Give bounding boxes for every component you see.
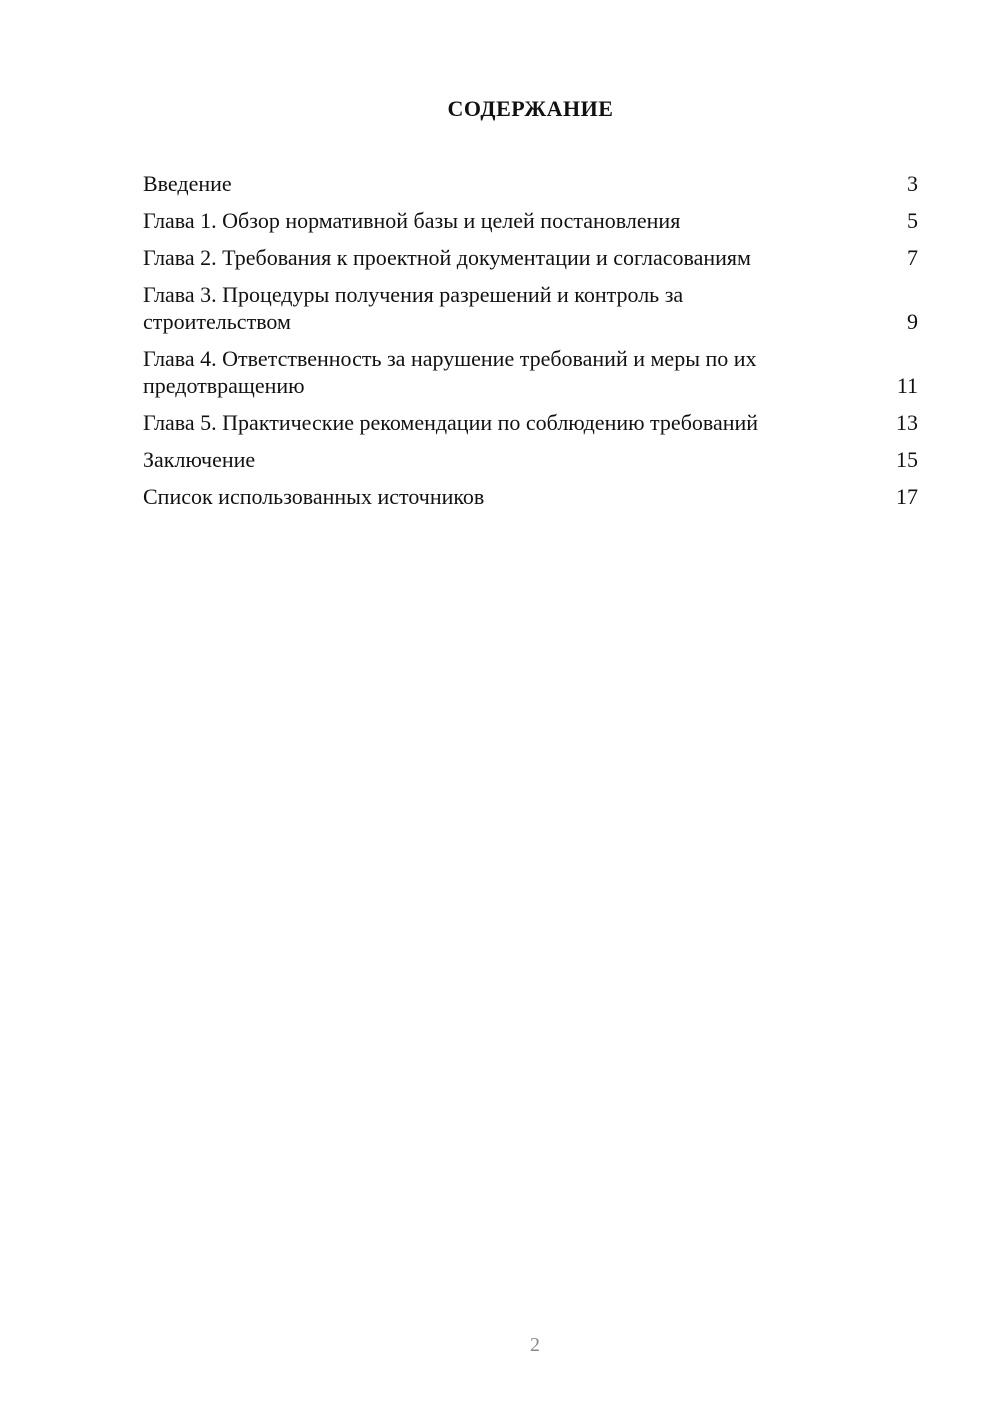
toc-item-chapter-1 bbox=[143, 207, 918, 234]
toc-item-conclusion bbox=[143, 446, 918, 473]
toc-page-number: 15 bbox=[896, 447, 918, 472]
page-number: 2 bbox=[530, 1334, 540, 1356]
toc-page-number: 5 bbox=[907, 208, 918, 233]
toc-entry-label: Глава 1. Обзор нормативной базы и целей постановления bbox=[143, 208, 681, 233]
toc-page-number: 17 bbox=[896, 484, 918, 509]
toc-item-chapter-5 bbox=[143, 409, 918, 436]
toc-page-number: 3 bbox=[907, 171, 918, 196]
toc-item-introduction bbox=[143, 170, 918, 197]
page-title: СОДЕРЖАНИЕ bbox=[447, 96, 614, 121]
toc-item-chapter-4 bbox=[143, 345, 918, 399]
toc-entry-label: Введение bbox=[143, 171, 232, 196]
toc-page-number: 9 bbox=[907, 309, 918, 334]
toc-entry-label: Заключение bbox=[143, 447, 256, 472]
toc-entry-label: Глава 3. Процедуры получения разрешений и контроль за строительством bbox=[143, 282, 684, 334]
toc-item-references bbox=[143, 483, 918, 510]
toc-item-chapter-3 bbox=[143, 281, 918, 335]
toc-entry-label: Список использованных источников bbox=[143, 484, 485, 509]
toc-page-number: 13 bbox=[896, 410, 918, 435]
toc-entry-label: Глава 4. Ответственность за нарушение требований и меры по их предотвращению bbox=[143, 346, 757, 398]
toc-entry-label: Глава 2. Требования к проектной документации и согласованиям bbox=[143, 245, 751, 270]
toc-entry-label: Глава 5. Практические рекомендации по соблюдению требований bbox=[143, 410, 759, 435]
table-of-contents bbox=[143, 170, 918, 520]
toc-page-number: 7 bbox=[907, 245, 918, 270]
toc-page-number: 11 bbox=[896, 373, 918, 398]
toc-item-chapter-2 bbox=[143, 244, 918, 271]
